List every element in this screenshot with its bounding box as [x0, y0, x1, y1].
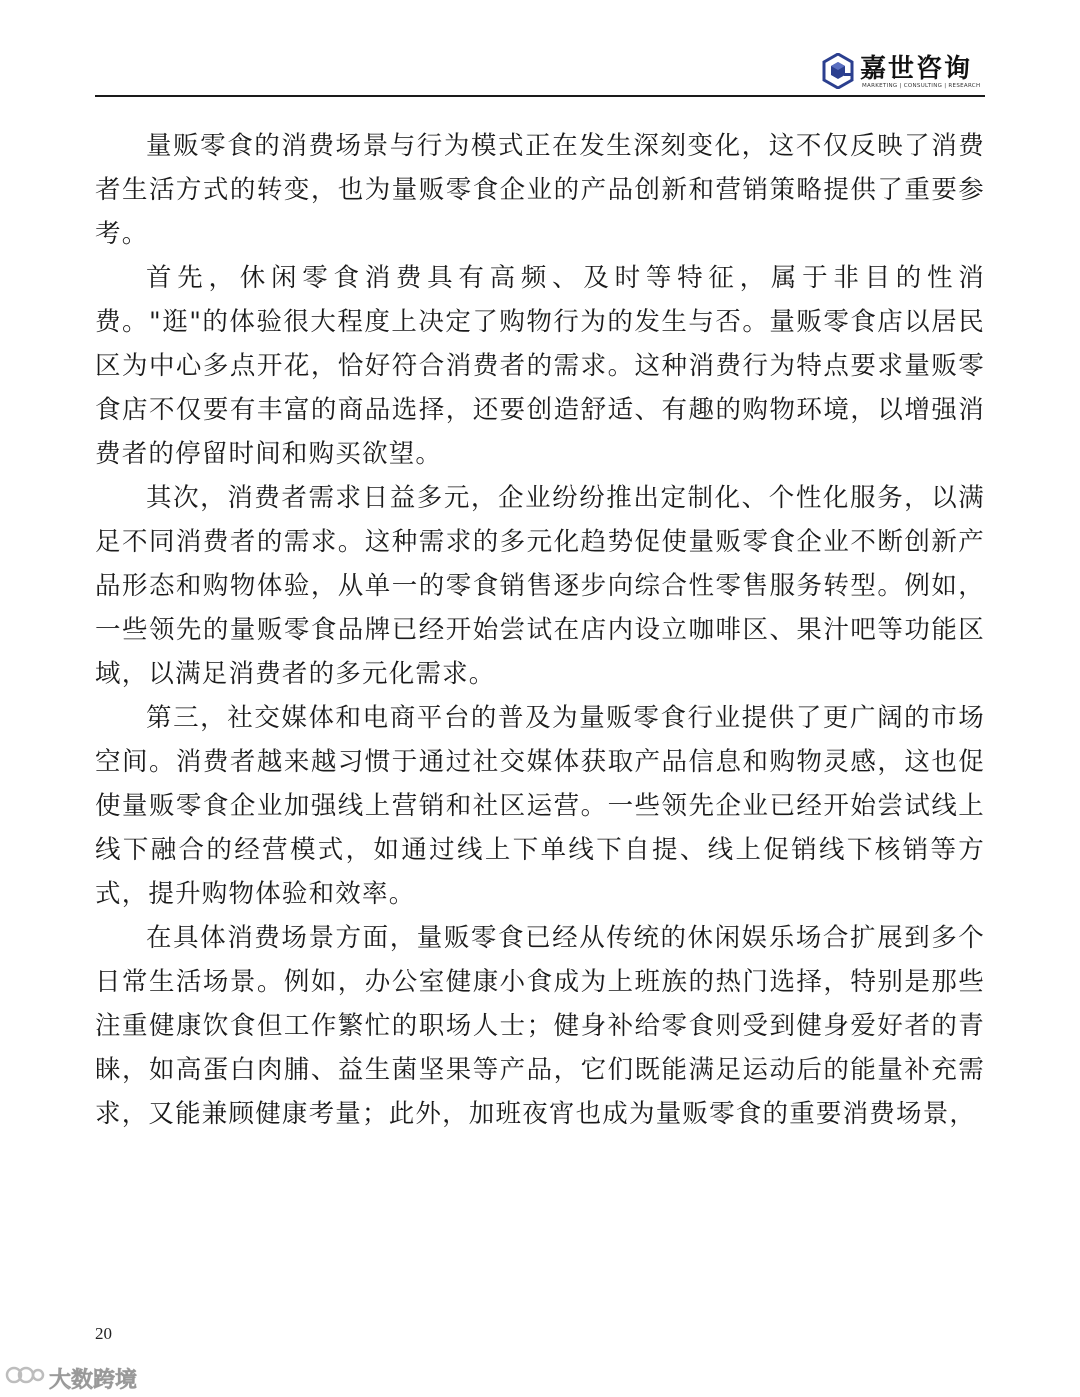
watermark-logo-icon: [5, 1362, 45, 1388]
paragraph-second: 其次，消费者需求日益多元，企业纷纷推出定制化、个性化服务，以满足不同消费者的需求。这种需求的多元化趋势促使量贩零食企业不断创新产品形态和购物体验，从单一的零食销售逐步向综合性零售服务转型。例如，一些领先的量贩零食品牌已经开始尝试在店内设立咖啡区、果汁吧等功能区域，以满足消费者的多元化需求。: [95, 483, 985, 689]
page-number: 20: [95, 1324, 112, 1343]
brand-tagline: MARKETING | CONSULTING | RESEARCH: [862, 83, 981, 89]
watermark-text: 大数跨境: [49, 1368, 138, 1393]
page-header: [95, 40, 985, 96]
brand-name: 嘉世咨询: [860, 54, 973, 84]
brand-logo-icon: [822, 53, 854, 89]
paragraph-first: 首先，休闲零食消费具有高频、及时等特征，属于非目的性消费。"逛"的体验很大程度上决定了购物行为的发生与否。量贩零食店以居民区为中心多点开花，恰好符合消费者的需求。这种消费行为特点要求量贩零食店不仅要有丰富的商品选择，还要创造舒适、有趣的购物环境，以增强消费者的停留时间和购买欲望。: [95, 263, 985, 469]
paragraph-third: 第三，社交媒体和电商平台的普及为量贩零食行业提供了更广阔的市场空间。消费者越来越习惯于通过社交媒体获取产品信息和购物灵感，这也促使量贩零食企业加强线上营销和社区运营。一些领先企业已经开始尝试线上线下融合的经营模式，如通过线上下单线下自提、线上促销线下核销等方式，提升购物体验和效率。: [95, 703, 985, 909]
paragraph-intro: 量贩零食的消费场景与行为模式正在发生深刻变化，这不仅反映了消费者生活方式的转变，也为量贩零食企业的产品创新和营销策略提供了重要参考。: [95, 131, 985, 249]
watermark: [5, 1360, 155, 1394]
header-divider: [95, 95, 985, 97]
paragraph-scenarios: 在具体消费场景方面，量贩零食已经从传统的休闲娱乐场合扩展到多个日常生活场景。例如，办公室健康小食成为上班族的热门选择，特别是那些注重健康饮食但工作繁忙的职场人士；健身补给零食则受到健身爱好者的青睐，如高蛋白肉脯、益生菌坚果等产品，它们既能满足运动后的能量补充需求，又能兼顾健康考量；此外，加班夜宵也成为量贩零食的重要消费场景，: [95, 923, 985, 1129]
brand: [822, 48, 982, 94]
body-text: [95, 124, 985, 1136]
